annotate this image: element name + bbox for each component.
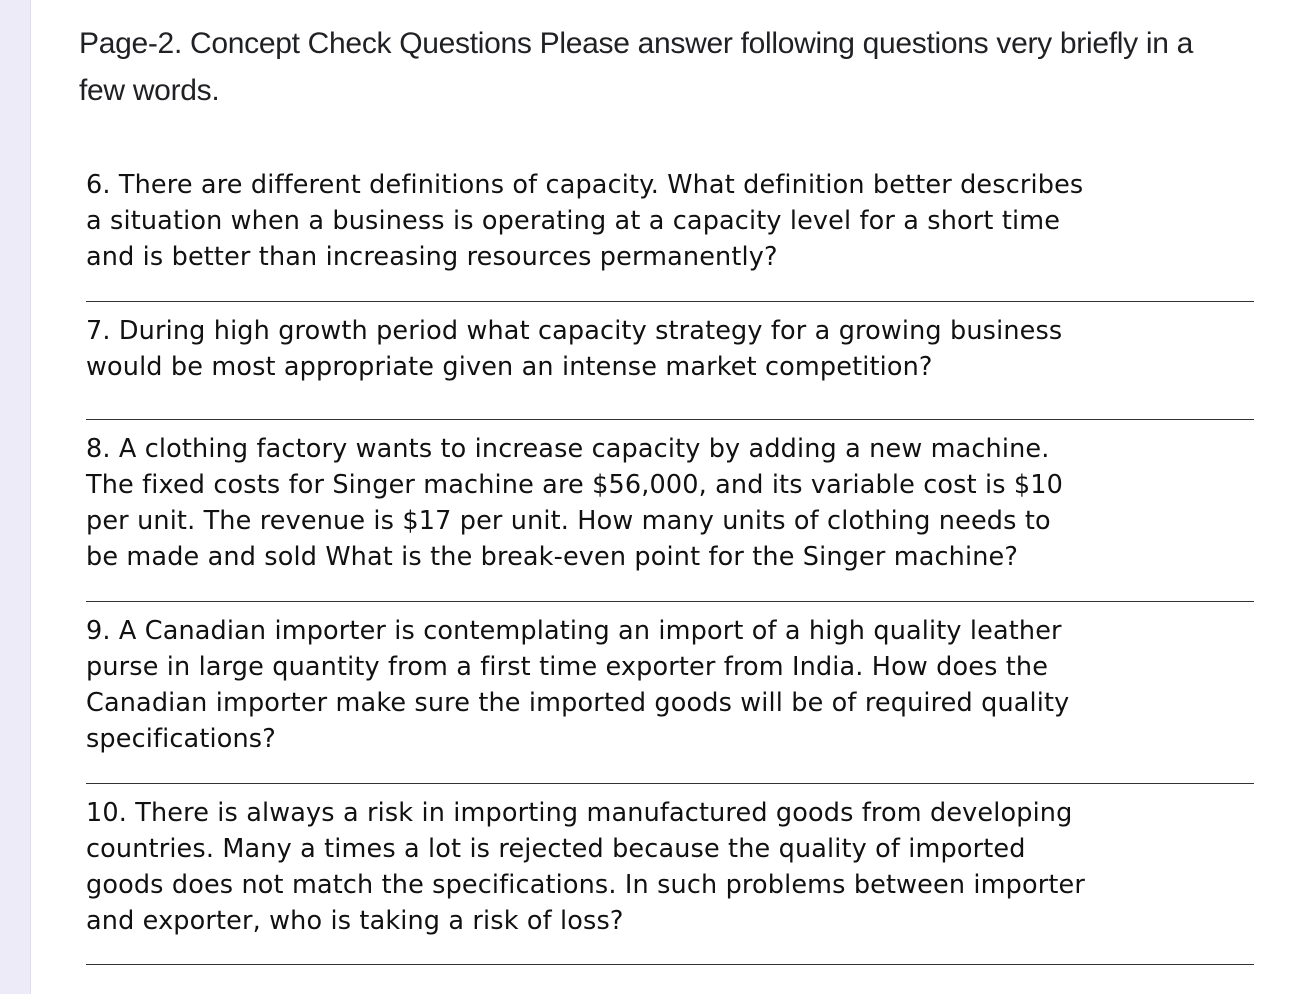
question-9-text: 9. A Canadian importer is contemplating an import of a high quality leather purse in large quantity from a first time exporter from India. How does the Canadian importer make sure the imported goods will be of required quality specifications? — [86, 616, 1070, 754]
question-6-text: 6. There are different definitions of capacity. What definition better describes a situation when a business is operating at a capacity level for a short time and is better than increasing resources permanently? — [86, 170, 1084, 272]
answer-line-7 — [86, 419, 1254, 420]
question-10-text: 10. There is always a risk in importing manufactured goods from developing countries. Many a times a lot is rejected because the quality of imported goods does not match the specifications. In such problems between importer and exporter, who is taking a risk of loss? — [86, 798, 1085, 936]
question-8-text: 8. A clothing factory wants to increase capacity by adding a new machine. The fixed costs for Singer machine are $56,000, and its variable cost is $10 per unit. The revenue is $17 per unit. How many units of clothing needs to be made and sold What is the break-even point for the Singer machine? — [86, 434, 1064, 572]
question-7-text: 7. During high growth period what capacity strategy for a growing business would be most appropriate given an intense market competition? — [86, 316, 1063, 382]
answer-line-10 — [86, 964, 1254, 965]
form-page — [30, 0, 1304, 994]
answer-line-9 — [86, 783, 1254, 784]
answer-line-8 — [86, 601, 1254, 602]
page-title: Page-2. Concept Check Questions Please answer following questions very briefly in a few words. — [79, 27, 1194, 107]
answer-line-6 — [86, 301, 1254, 302]
